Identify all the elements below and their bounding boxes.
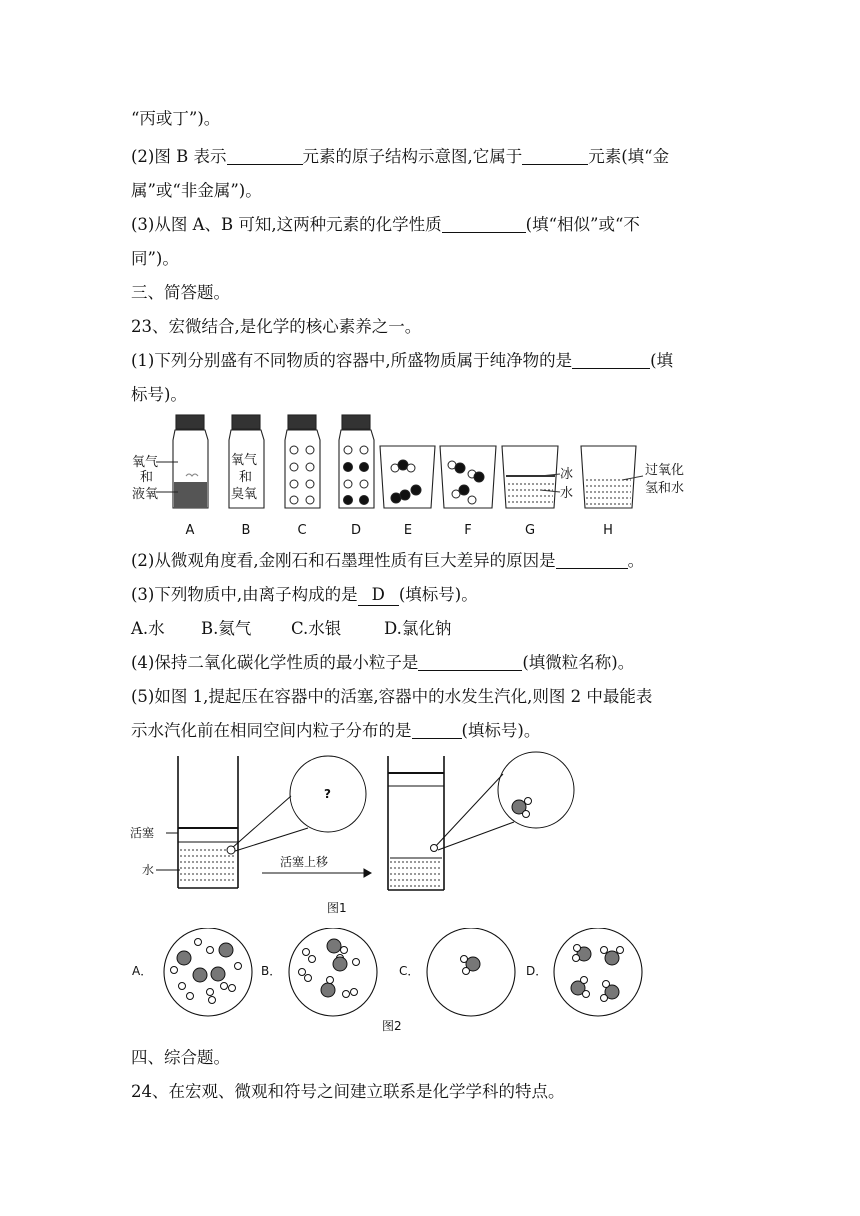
label-g-ice: 冰 [560, 467, 574, 482]
option-d: D.氯化钠 [384, 619, 452, 638]
label-g-water: 水 [560, 486, 574, 501]
blank[interactable] [412, 720, 462, 739]
figure-2 [128, 928, 688, 1038]
question-22-3: (3)从图 A、B 可知,这两种元素的化学性质 (填“相似”或“不 [131, 215, 640, 234]
label-a-top: 氧气 [132, 455, 159, 470]
line-3: 属”或“非金属”)。 [131, 181, 262, 200]
label-b-top: 氧气 [231, 453, 258, 468]
figure-2-caption: 图2 [382, 1019, 402, 1033]
label-b-bot: 臭氧 [231, 487, 258, 502]
container-label: A [185, 523, 195, 538]
label-arrow: 活塞上移 [280, 855, 329, 869]
question-23-5: (5)如图 1,提起压在容器中的活塞,容器中的水发生汽化,则图 2 中最能表 [131, 687, 653, 706]
option-b: B.氦气 [201, 619, 252, 638]
question-mark: ? [324, 787, 331, 801]
option-c: C.水银 [291, 619, 342, 638]
blank[interactable] [442, 214, 526, 233]
figure-1 [128, 748, 628, 920]
filled-answer[interactable]: D [358, 585, 399, 606]
label-h-2: 氢和水 [645, 481, 685, 496]
question-22-2: (2)图 B 表示 元素的原子结构示意图,它属于 元素(填“金 [131, 147, 670, 166]
figure-1-caption: 图1 [327, 901, 347, 915]
label-piston: 活塞 [130, 826, 155, 840]
container-label: C [297, 523, 307, 538]
container-label: H [603, 523, 613, 538]
option-a: A.水 [131, 619, 165, 638]
container-label: B [241, 523, 251, 538]
container-label: F [464, 523, 472, 538]
label-water: 水 [142, 863, 155, 877]
option-label: B． [261, 964, 282, 978]
question-23-2: (2)从微观角度看,金刚石和石墨理性质有巨大差异的原因是 。 [131, 551, 645, 570]
blank[interactable] [522, 146, 588, 165]
blank[interactable] [572, 350, 650, 369]
container-label: G [524, 523, 536, 538]
question-24: 24、在宏观、微观和符号之间建立联系是化学学科的特点。 [131, 1082, 565, 1101]
question-23-1: (1)下列分别盛有不同物质的容器中,所盛物质属于纯净物的是 (填 [131, 351, 674, 370]
label-a-bot: 液氧 [132, 487, 159, 502]
section-4-heading: 四、综合题。 [131, 1048, 230, 1067]
blank[interactable] [227, 146, 303, 165]
section-3-heading: 三、简答题。 [131, 283, 230, 302]
label-h-1: 过氧化 [645, 463, 685, 478]
option-label: C． [399, 964, 420, 978]
option-label: D． [526, 964, 548, 978]
line-23-1c: 标号)。 [131, 385, 187, 404]
question-23-4: (4)保持二氧化碳化学性质的最小粒子是 (填微粒名称)。 [131, 653, 635, 672]
line-5: 同”)。 [131, 249, 179, 268]
containers-figure [128, 410, 698, 542]
container-label: E [403, 523, 413, 538]
blank[interactable] [418, 652, 522, 671]
question-23: 23、宏微结合,是化学的核心素养之一。 [131, 317, 422, 336]
option-label: A． [132, 964, 153, 978]
question-23-5b: 示水汽化前在相同空间内粒子分布的是 (填标号)。 [131, 721, 541, 740]
line-1: “丙或丁”)。 [131, 109, 221, 128]
container-label: D [350, 523, 362, 538]
label-a-mid: 和 [140, 470, 154, 485]
label-b-mid: 和 [239, 470, 253, 485]
blank[interactable] [556, 550, 628, 569]
question-23-3: (3)下列物质中,由离子构成的是 D (填标号)。 [131, 585, 478, 604]
